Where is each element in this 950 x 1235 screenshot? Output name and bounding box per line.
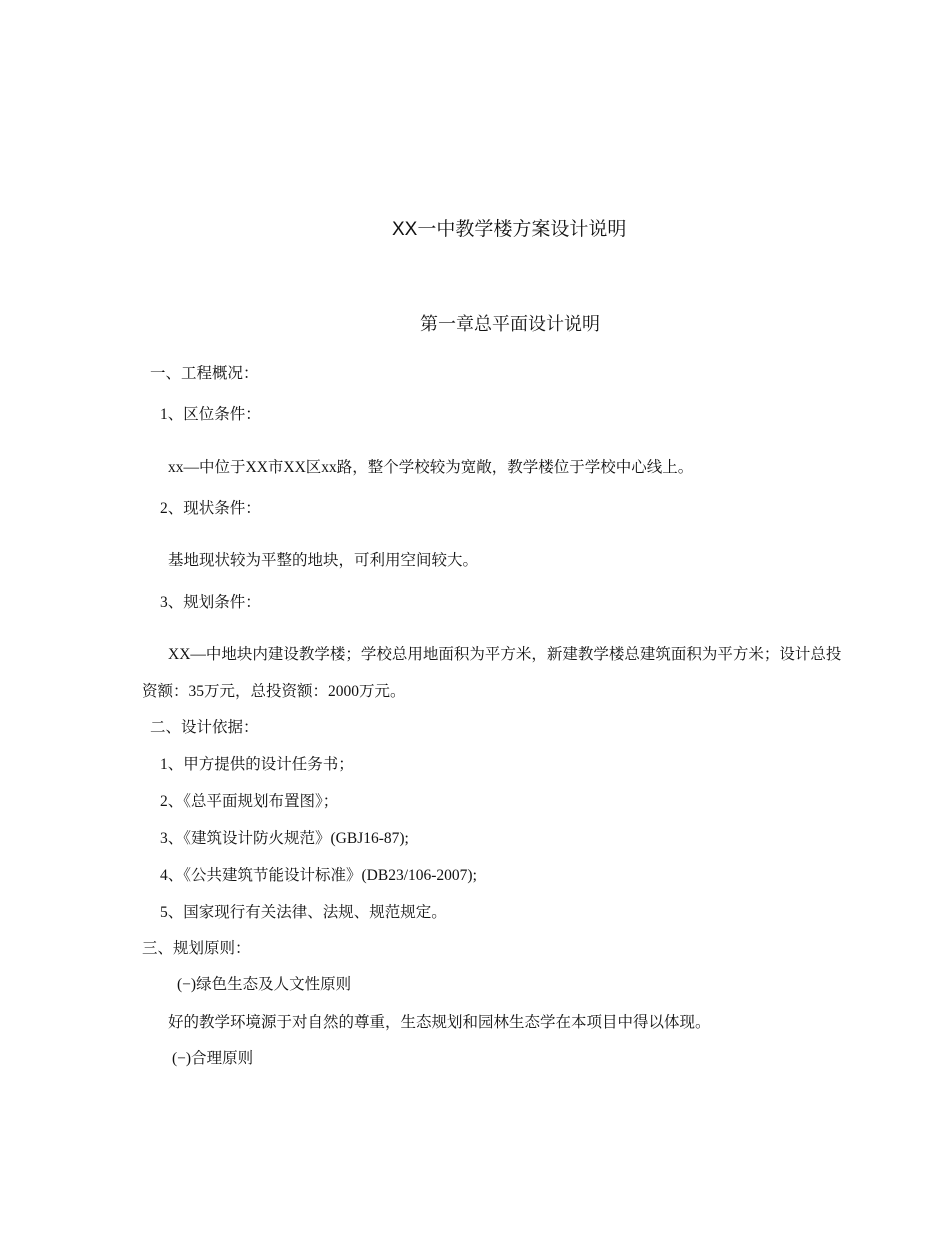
section1-item3-text-line2: 资额：35万元，总投资额：2000万元。: [142, 683, 406, 700]
section3-principle1-heading: (−)绿色生态及人文性原则: [177, 976, 352, 993]
section2-item: 2、《总平面规划布置图》；: [160, 793, 339, 810]
section1-item1-text: xx—中位于XX市XX区xx路，整个学校较为宽敞，教学楼位于学校中心线上。: [168, 459, 694, 476]
section2-item: 5、国家现行有关法律、法规、规范规定。: [160, 904, 447, 921]
section1-heading: 一、工程概况：: [150, 365, 259, 382]
section3-principle1-text: 好的教学环境源于对自然的尊重，生态规划和园林生态学在本项目中得以体现。: [168, 1014, 711, 1031]
section3-heading: 三、规划原则：: [142, 940, 251, 957]
section1-item1-label: 1、区位条件：: [160, 406, 261, 423]
section1-item3-text-line1: XX—中地块内建设教学楼；学校总用地面积为平方米，新建教学楼总建筑面积为平方米；设计总投: [168, 646, 842, 663]
section2-heading: 二、设计依据：: [150, 719, 259, 736]
section2-item: 4、《公共建筑节能设计标准》(DB23/106-2007);: [160, 867, 477, 884]
document-title: XX一中教学楼方案设计说明: [392, 219, 627, 240]
chapter-heading: 第一章总平面设计说明: [420, 314, 600, 334]
section1-item3-label: 3、规划条件：: [160, 594, 261, 611]
section1-item2-text: 基地现状较为平整的地块，可利用空间较大。: [168, 552, 479, 569]
section3-principle2-heading: (−)合理原则: [172, 1050, 254, 1067]
section1-item2-label: 2、现状条件：: [160, 500, 261, 517]
section2-item: 3、《建筑设计防火规范》(GBJ16-87);: [160, 830, 409, 847]
section2-item: 1、甲方提供的设计任务书；: [160, 756, 354, 773]
